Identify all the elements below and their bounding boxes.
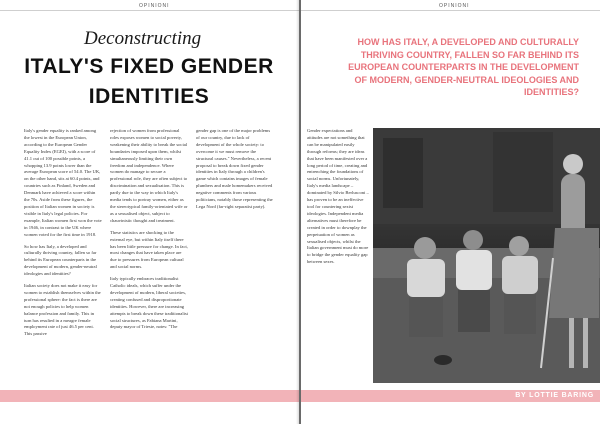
pull-quote: HOW HAS ITALY, A DEVELOPED AND CULTURALLY THRIVING COUNTRY, FALLEN SO FAR BEHIND ITS EUROPEAN COUNTERPARTS IN THE DEVELOPMENT OF MODERN, GENDER-NEUTRAL IDEOLOGIES AND IDENTITIES? <box>348 37 579 97</box>
paragraph: Gender expectations and attitudes are not something that can be manipulated easily through reforms; they are ideas that have been manifested over a long period of time, creating and entrenching the foundations of social norms. Unfortunately, Italy's media landscape – dominated by Silvio Berlusconi – has proven to be an ineffective tool for countering sexist ideologies. Independent media alternatives must therefore be created in order to downplay the perpetuation of women as sexualised objects, whilst the Italian government must do more to bridge the gender equality gap between sexes. <box>307 128 369 265</box>
paragraph: So how has Italy, a developed and culturally thriving country, fallen so far behind its European counterparts in the development of modern, gender-neutral ideologies and identities? <box>24 243 97 277</box>
byline: BY LOTTIE BARING <box>515 392 594 399</box>
headline: ITALY'S FIXED GENDER IDENTITIES <box>24 55 274 108</box>
footer-band-left <box>0 390 299 402</box>
article-column-1 <box>24 128 102 343</box>
header-rule-right <box>301 10 600 11</box>
header-rule-left <box>0 10 299 11</box>
article-column-4 <box>307 128 369 271</box>
street-photo <box>373 128 600 383</box>
section-label-right: OPINIONI <box>439 3 470 9</box>
paragraph: gender gap is one of the major problems of our country, due to lack of development of the whole society: to overcome it we must remove the structural causes." Nevertheless, a recent proposal to break down fixed gender identities in Italy through a children's game which contains images of female plumbers and male homemakers received negative comments from various politicians, notably those representing the Lega Nord (far-right separatist party). <box>196 128 273 209</box>
section-label-left: OPINIONI <box>139 3 170 9</box>
paragraph: Italy's gender equality is ranked among the lowest in the European Union, according to the European Gender Equality Index (EGEI), with a score of 41.1 out of 100 possible points, a whopping 13.9 points lower than the average European score of 54.0. The UK, on the other hand, sits at 60.4 points, and countries such as Finland, Sweden and Denmark have achieved a score within the 70s. Aside from these figures, the position of Italian women in society is visible in Italy's legal policies. For example, Italian women first won the vote in 1946, in contrast to the UK where women voted for the first time in 1918. <box>24 128 102 237</box>
headline-kicker: Deconstructing <box>84 28 202 49</box>
paragraph: rejection of women from professional roles exposes women to social poverty, weakening their ability to break the social boundaries imposed upon them, whilst simultaneously limiting their own freedom and independence. Where women do manage to secure a professional role, they are often subject to discrimination and sexualisation. This is partly due to the way in which Italy's media tends to portray women, either as the stereotypical family-orientated wife or as a sexualised object, subject to chauvinistic thought and treatment. <box>110 128 188 223</box>
paragraph: Italy typically embraces traditionalist Catholic ideals, which suffer under the development of modern, liberal societies, creating confused and disproportionate identities. However, there are increasing attempts to break down these traditionalist social structures, as Fabiana Martini, deputy mayor of Trieste, notes: "The <box>110 276 188 330</box>
article-column-2 <box>110 128 188 336</box>
right-page <box>301 0 600 424</box>
left-page <box>0 0 299 424</box>
paragraph: These statistics are shocking to the external eye, but within Italy itself there has been little pressure for change. In fact, most changes that have taken place are due to pressures from European cultural and social norms. <box>110 229 188 270</box>
paragraph: Italian society does not make it easy for women to establish themselves within the professional sphere: the fact is there are not enough policies to help women balance profession and family. This in turn has resulted in a meagre female employment rate of just 46.5 per cent. This passive <box>24 283 101 337</box>
article-column-3 <box>196 128 274 216</box>
